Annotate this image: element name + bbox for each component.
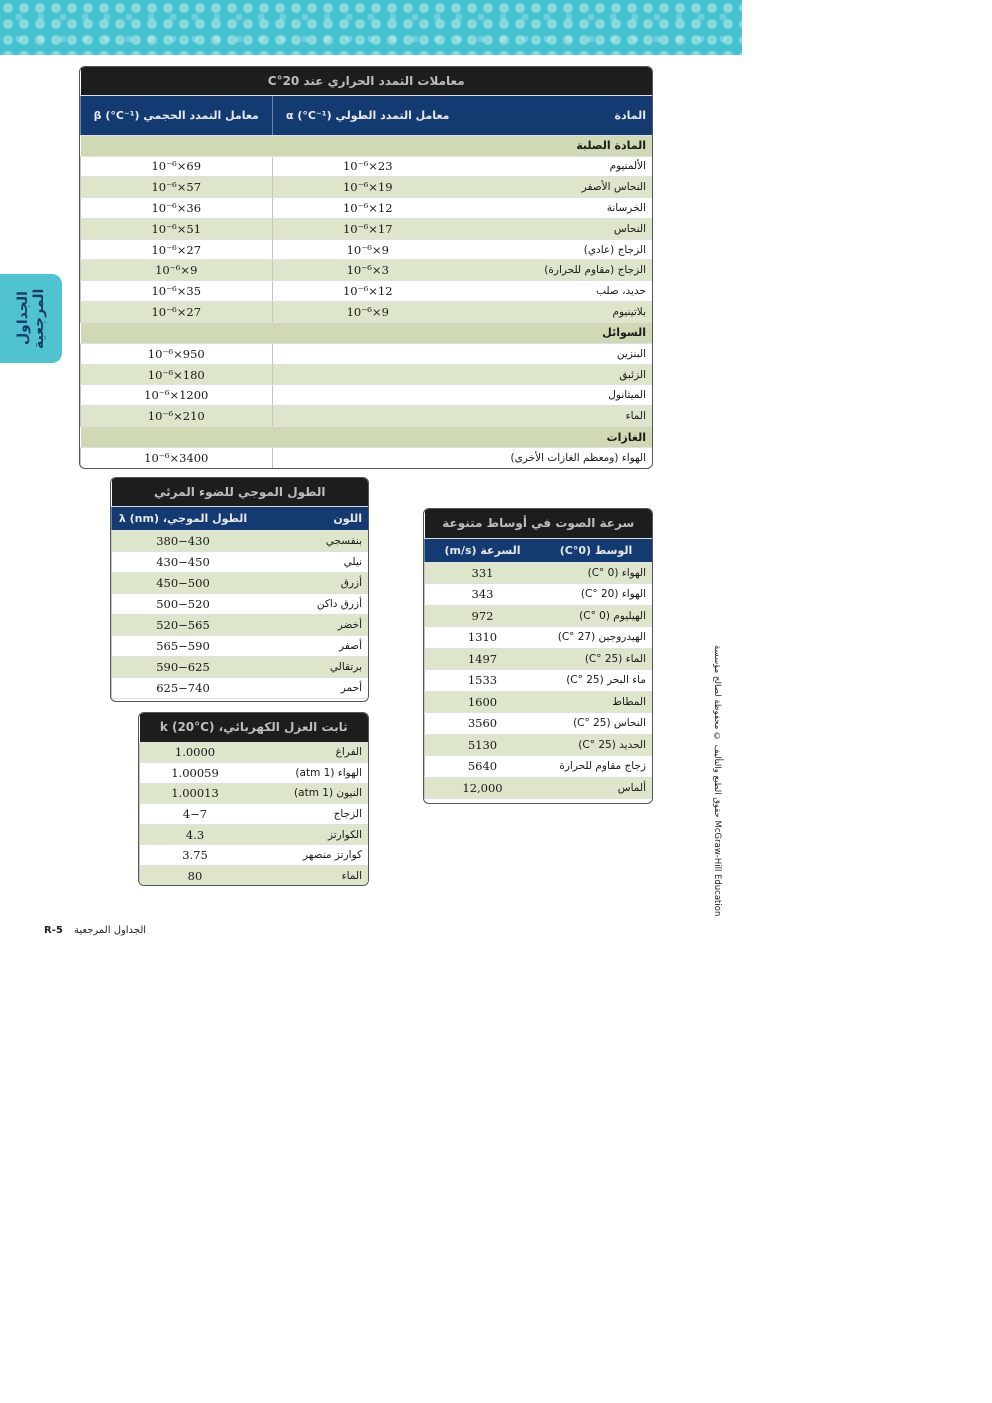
table-row	[425, 777, 653, 799]
medium-name: النحاس (25 °C)	[540, 713, 652, 735]
table-row	[112, 572, 369, 593]
dielectric-title: ثابت العزل الكهربائي، k (20°C)	[140, 713, 369, 742]
thermal-expansion-title: معاملات التمدد الحراري عند 20°C	[81, 67, 653, 95]
table-row	[112, 656, 369, 677]
table-row	[425, 734, 653, 756]
material-name: الزجاج	[250, 804, 368, 825]
dielectric-constant: 3.75	[140, 845, 251, 866]
medium-name: الماء (25 °C)	[540, 648, 652, 670]
table-row	[81, 302, 653, 323]
color-name: أزرق داكن	[254, 593, 368, 614]
dielectric-constant: 1.00013	[140, 783, 251, 804]
table-row	[81, 364, 653, 385]
material-name: الهواء (ومعظم الغازات الأخرى)	[463, 448, 652, 469]
material-name: الفراغ	[250, 742, 368, 763]
table-row	[140, 783, 369, 804]
table-row	[81, 218, 653, 239]
wavelength-title: الطول الموجي للضوء المرئي	[112, 478, 369, 506]
medium-name: الحديد (25 °C)	[540, 734, 652, 756]
volume-coefficient: 180×10⁻⁶	[81, 364, 273, 385]
dielectric-constant: 1.0000	[140, 742, 251, 763]
table-row	[81, 385, 653, 406]
color-name: أحمر	[254, 677, 368, 698]
section-header: السوائل	[81, 322, 653, 343]
linear-coefficient: 3×10⁻⁶	[272, 260, 463, 281]
sound-speed: 12,000	[425, 777, 541, 799]
linear-coefficient: 17×10⁻⁶	[272, 218, 463, 239]
dielectric-constant: 80	[140, 866, 251, 886]
sound-speed: 1533	[425, 670, 541, 692]
linear-coefficient: 23×10⁻⁶	[272, 156, 463, 177]
section-header: الغازات	[81, 427, 653, 448]
table-row	[140, 845, 369, 866]
thermal-expansion-table	[79, 66, 653, 469]
linear-coefficient: 12×10⁻⁶	[272, 281, 463, 302]
column-header-speed: السرعة (m/s)	[425, 538, 541, 562]
column-header-color: اللون	[254, 506, 368, 530]
material-name: الزجاج (مقاوم للحرارة)	[463, 260, 652, 281]
table-row	[425, 691, 653, 713]
sound-speed: 1600	[425, 691, 541, 713]
color-name: نيلي	[254, 551, 368, 572]
column-header-material: المادة	[463, 95, 652, 135]
table-row	[81, 239, 653, 260]
table-row	[112, 551, 369, 572]
sound-speed: 1497	[425, 648, 541, 670]
section-header-row	[81, 427, 653, 448]
medium-name: الهيدروجين (27 °C)	[540, 627, 652, 649]
material-name: الألمنيوم	[463, 156, 652, 177]
table-row	[81, 448, 653, 469]
table-row	[81, 177, 653, 198]
section-header: المادة الصلبة	[81, 135, 653, 156]
material-name: الزئبق	[463, 364, 652, 385]
table-row	[140, 866, 369, 886]
wavelength-range: 590−625	[112, 656, 255, 677]
page-footer	[44, 925, 146, 936]
section-header-row	[81, 135, 653, 156]
material-name: الماء	[463, 406, 652, 427]
table-row	[425, 584, 653, 606]
wavelength-range: 380−430	[112, 530, 255, 551]
volume-coefficient: 1200×10⁻⁶	[81, 385, 273, 406]
material-name: البنزين	[463, 343, 652, 364]
wavelength-range: 520−565	[112, 614, 255, 635]
linear-coefficient	[272, 385, 463, 406]
color-name: أخضر	[254, 614, 368, 635]
table-row	[425, 562, 653, 584]
sound-speed: 972	[425, 605, 541, 627]
column-header-volume: معامل التمدد الحجمي β (°C⁻¹)	[81, 95, 273, 135]
sound-speed-title: سرعة الصوت في أوساط متنوعة	[425, 509, 653, 538]
volume-coefficient: 69×10⁻⁶	[81, 156, 273, 177]
footer-label: الجداول المرجعية	[74, 925, 147, 936]
wavelength-range: 625−740	[112, 677, 255, 698]
column-header-medium: الوسط (0°C)	[540, 538, 652, 562]
material-name: الخرسانة	[463, 198, 652, 219]
table-row	[81, 156, 653, 177]
table-row	[81, 406, 653, 427]
medium-name: الهيليوم (0 °C)	[540, 605, 652, 627]
wavelength-table	[110, 477, 369, 702]
sound-speed: 1310	[425, 627, 541, 649]
volume-coefficient: 51×10⁻⁶	[81, 218, 273, 239]
side-tab-label: الجداول المرجعية	[15, 288, 47, 349]
column-header-linear: معامل التمدد الطولي α (°C⁻¹)	[272, 95, 463, 135]
table-row	[425, 648, 653, 670]
table-row	[112, 677, 369, 698]
linear-coefficient	[272, 364, 463, 385]
volume-coefficient: 3400×10⁻⁶	[81, 448, 273, 469]
medium-name: المطاط	[540, 691, 652, 713]
medium-name: ماء البحر (25 °C)	[540, 670, 652, 692]
column-header-wavelength: الطول الموجي، λ (nm)	[112, 506, 255, 530]
linear-coefficient: 9×10⁻⁶	[272, 302, 463, 323]
table-row	[425, 605, 653, 627]
table-row	[140, 763, 369, 784]
material-name: النحاس	[463, 218, 652, 239]
linear-coefficient	[272, 343, 463, 364]
color-name: بنفسجي	[254, 530, 368, 551]
volume-coefficient: 27×10⁻⁶	[81, 239, 273, 260]
color-name: أصفر	[254, 635, 368, 656]
material-name: الزجاج (عادي)	[463, 239, 652, 260]
sound-speed: 5640	[425, 756, 541, 778]
volume-coefficient: 27×10⁻⁶	[81, 302, 273, 323]
material-name: الماء	[250, 866, 368, 886]
table-row	[81, 260, 653, 281]
wavelength-range: 565−590	[112, 635, 255, 656]
table-row	[112, 593, 369, 614]
sound-speed: 331	[425, 562, 541, 584]
wavelength-range: 430−450	[112, 551, 255, 572]
dielectric-constant: 1.00059	[140, 763, 251, 784]
medium-name: زجاج مقاوم للحرارة	[540, 756, 652, 778]
table-row	[140, 824, 369, 845]
sound-speed-table	[423, 508, 653, 804]
table-row	[81, 281, 653, 302]
page-number: R-5	[44, 925, 63, 936]
table-row	[81, 343, 653, 364]
volume-coefficient: 35×10⁻⁶	[81, 281, 273, 302]
table-row	[112, 635, 369, 656]
volume-coefficient: 210×10⁻⁶	[81, 406, 273, 427]
header-banner	[0, 0, 742, 55]
sound-speed: 5130	[425, 734, 541, 756]
linear-coefficient	[272, 448, 463, 469]
material-name: الكوارتز	[250, 824, 368, 845]
material-name: بلاتينيوم	[463, 302, 652, 323]
side-tab[interactable]	[0, 274, 62, 363]
copyright-notice	[709, 645, 725, 917]
table-row	[425, 713, 653, 735]
volume-coefficient: 950×10⁻⁶	[81, 343, 273, 364]
dielectric-constant: 4−7	[140, 804, 251, 825]
section-header-row	[81, 322, 653, 343]
material-name: الهواء (1 atm)	[250, 763, 368, 784]
medium-name: الهواء (0 °C)	[540, 562, 652, 584]
color-name: برتقالي	[254, 656, 368, 677]
material-name: كوارتز منصهر	[250, 845, 368, 866]
wavelength-range: 500−520	[112, 593, 255, 614]
table-row	[425, 627, 653, 649]
table-row	[112, 530, 369, 551]
wavelength-range: 450−500	[112, 572, 255, 593]
material-name: حديد، صلب	[463, 281, 652, 302]
sound-speed: 343	[425, 584, 541, 606]
linear-coefficient: 12×10⁻⁶	[272, 198, 463, 219]
volume-coefficient: 36×10⁻⁶	[81, 198, 273, 219]
dielectric-table	[138, 712, 369, 886]
table-row	[425, 756, 653, 778]
medium-name: ألماس	[540, 777, 652, 799]
material-name: النحاس الأصفر	[463, 177, 652, 198]
linear-coefficient: 19×10⁻⁶	[272, 177, 463, 198]
sound-speed: 3560	[425, 713, 541, 735]
dielectric-constant: 4.3	[140, 824, 251, 845]
medium-name: الهواء (20 °C)	[540, 584, 652, 606]
linear-coefficient	[272, 406, 463, 427]
table-row	[81, 198, 653, 219]
table-row	[112, 614, 369, 635]
material-name: النيون (1 atm)	[250, 783, 368, 804]
linear-coefficient: 9×10⁻⁶	[272, 239, 463, 260]
color-name: أزرق	[254, 572, 368, 593]
volume-coefficient: 9×10⁻⁶	[81, 260, 273, 281]
material-name: الميثانول	[463, 385, 652, 406]
table-row	[140, 804, 369, 825]
table-row	[140, 742, 369, 763]
volume-coefficient: 57×10⁻⁶	[81, 177, 273, 198]
copyright-text: حقوق الطبع والتأليف © محفوظة لصالح مؤسسة McGraw-Hill Education	[712, 645, 722, 917]
table-row	[425, 670, 653, 692]
